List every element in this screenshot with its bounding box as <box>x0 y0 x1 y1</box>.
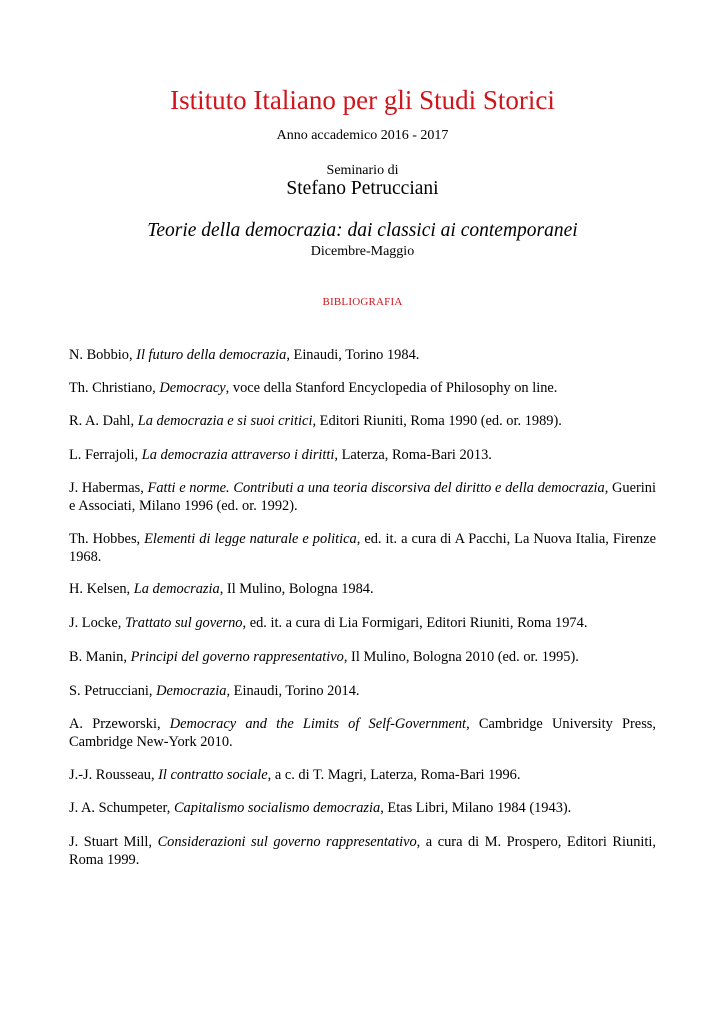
entry-publisher: , Il Mulino, Bologna 2010 (ed. or. 1995). <box>343 649 579 665</box>
entry-author: J. A. Schumpeter, <box>69 800 174 816</box>
academic-year: Anno accademico 2016 - 2017 <box>276 128 449 143</box>
entry-author: Th. Hobbes, <box>69 531 145 547</box>
entry-title: Fatti e norme. Contributi a una teoria discorsiva del diritto e della democrazia <box>147 480 605 496</box>
entry-author: J. Locke, <box>69 615 125 631</box>
entry-author: N. Bobbio, <box>69 347 137 363</box>
entry-title: La democrazia e si suoi critici <box>137 413 313 429</box>
entry-publisher: , Einaudi, Torino 1984. <box>286 347 420 363</box>
entry-author: J. Stuart Mill, <box>69 834 158 850</box>
entry-publisher: , Laterza, Roma-Bari 2013. <box>334 447 492 463</box>
course-title: Teorie della democrazia: dai classici ai contemporanei <box>147 220 578 241</box>
entry-title: Democrazia <box>156 683 227 699</box>
entry-author: L. Ferrajoli, <box>69 447 142 463</box>
entry-title: Capitalismo socialismo democrazia <box>173 800 381 816</box>
bibliography-entry <box>69 580 656 598</box>
seminar-label: Seminario di <box>326 163 399 178</box>
bibliography-entry <box>69 799 656 817</box>
entry-title: Trattato sul governo <box>124 615 243 631</box>
entry-author: B. Manin, <box>69 649 131 665</box>
entry-title: Democracy <box>159 380 226 396</box>
entry-publisher: , Guerini e Associati, Milano 1996 (ed. or. 1992). <box>69 480 657 514</box>
entry-title: La democrazia <box>133 581 220 597</box>
entry-author: J.-J. Rousseau, <box>69 767 159 783</box>
bibliography-entry <box>69 614 656 632</box>
section-heading: BIBLIOGRAFIA <box>322 296 403 308</box>
entry-title: Democracy and the Limits of Self-Government <box>169 716 467 732</box>
entry-publisher: , Editori Riuniti, Roma 1990 (ed. or. 1989). <box>312 413 562 429</box>
entry-title: La democrazia attraverso i diritti <box>141 447 335 463</box>
entry-author: J. Habermas, <box>69 480 148 496</box>
entry-publisher: , ed. it. a cura di A Pacchi, La Nuova Italia, Firenze 1968. <box>69 531 656 565</box>
entry-author: H. Kelsen, <box>69 581 134 597</box>
entry-publisher: , Il Mulino, Bologna 1984. <box>219 581 374 597</box>
entry-title: Il futuro della democrazia <box>136 347 287 363</box>
entry-author: R. A. Dahl, <box>69 413 138 429</box>
bibliography-entry <box>69 648 656 666</box>
entry-title: Elementi di legge naturale e politica <box>144 531 357 547</box>
entry-publisher: , Etas Libri, Milano 1984 (1943). <box>380 800 572 816</box>
entry-publisher: , a cura di M. Prospero, Editori Riuniti, Roma 1999. <box>69 834 657 868</box>
entry-author: A. Przeworski, <box>69 716 170 732</box>
entry-publisher: , Cambridge University Press, Cambridge New-York 2010. <box>69 716 656 750</box>
entry-author: Th. Christiano, <box>69 380 160 396</box>
entry-author: S. Petrucciani, <box>69 683 157 699</box>
entry-publisher: , ed. it. a cura di Lia Formigari, Editori Riuniti, Roma 1974. <box>242 615 588 631</box>
bibliography-entry <box>69 412 656 430</box>
entry-publisher: , voce della Stanford Encyclopedia of Philosophy on line. <box>225 380 558 396</box>
bibliography-entry <box>69 379 656 397</box>
speaker-name: Stefano Petrucciani <box>286 178 439 199</box>
bibliography-entry <box>69 446 656 464</box>
bibliography-entry <box>69 715 656 751</box>
institute-title: Istituto Italiano per gli Studi Storici <box>170 85 555 115</box>
bibliography-entry <box>69 479 656 515</box>
entry-title: Il contratto sociale <box>158 767 268 783</box>
entry-publisher: , a c. di T. Magri, Laterza, Roma-Bari 1996. <box>267 767 521 783</box>
bibliography-entry <box>69 833 656 869</box>
bibliography-entry <box>69 530 656 566</box>
entry-title: Principi del governo rappresentativo <box>130 649 344 665</box>
course-period: Dicembre-Maggio <box>310 244 415 259</box>
entry-publisher: , Einaudi, Torino 2014. <box>226 683 360 699</box>
bibliography-entry <box>69 766 656 784</box>
bibliography-entry <box>69 346 656 364</box>
entry-title: Considerazioni sul governo rappresentativo <box>157 834 417 850</box>
bibliography-entry <box>69 682 656 700</box>
